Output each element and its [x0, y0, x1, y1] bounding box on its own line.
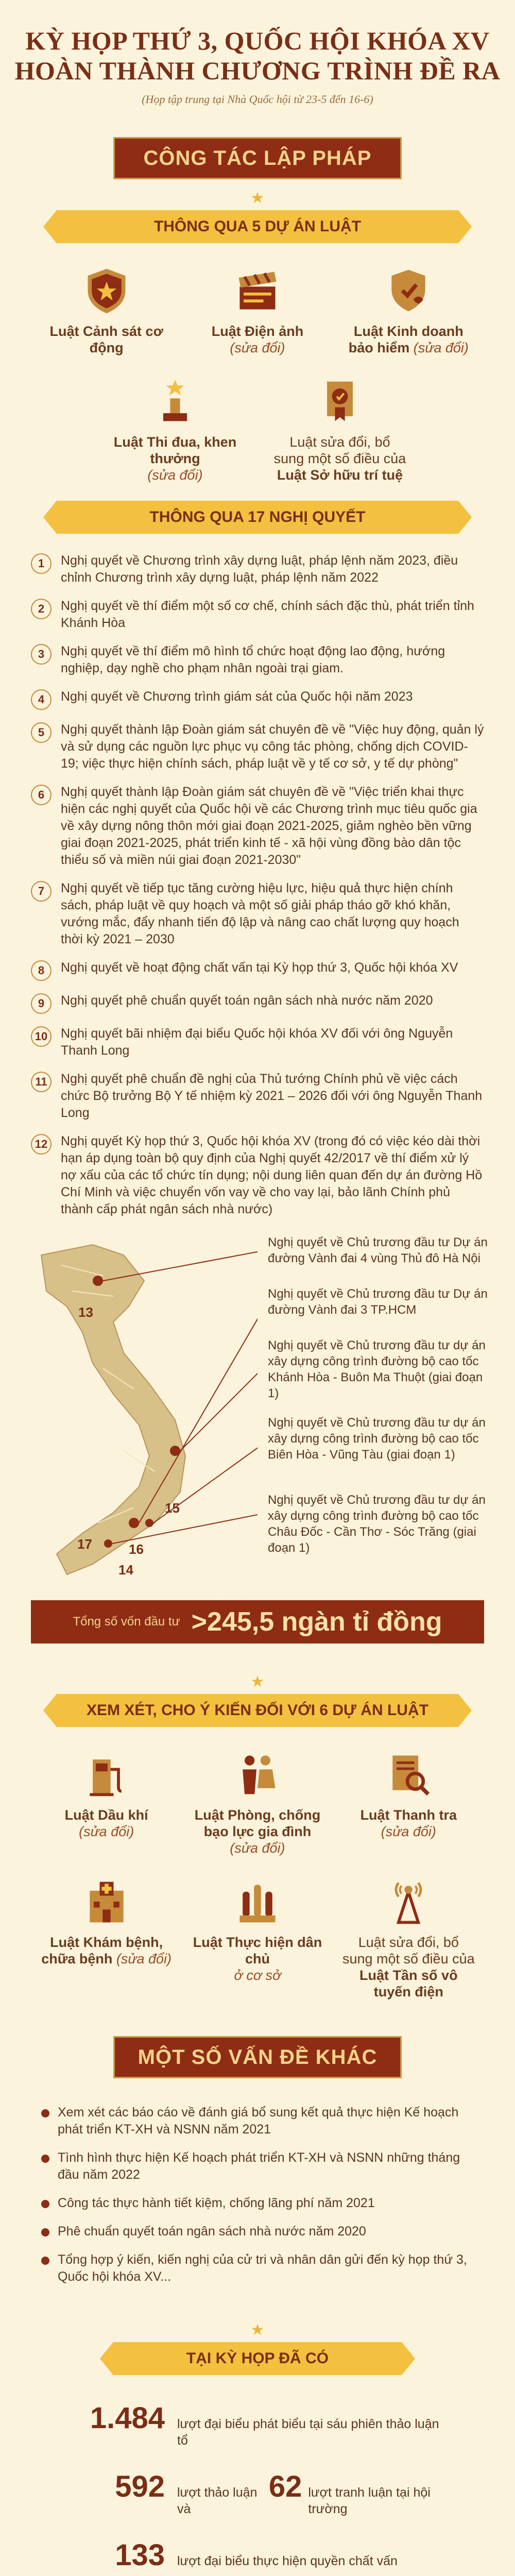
laws-row-1: [0, 266, 515, 356]
list-item: Tình hình thực hiện Kế hoạch phát triển KT-XH và NSNN những tháng đầu năm 2022: [41, 2149, 474, 2183]
radio-tower-icon: [384, 1877, 433, 1926]
law-label: Luật sửa đổi, bổ sung một số điều của Luật Tần số vô tuyến điện: [342, 1935, 475, 1999]
total-investment: [31, 1600, 484, 1643]
inspection-icon: [384, 1750, 433, 1799]
list-item: 5 Nghị quyết thành lập Đoàn giám sát chuyên đề về "Việc huy động, quản lý và sử dụng các nguồn lực phục vụ công tác phòng, chống dịch COVID-19; việc thực hiện chính sách, pháp luật về y tế cơ sở, y tế dự phòng": [31, 721, 484, 772]
law-label: Luật Cảnh sát cơ động: [49, 324, 163, 355]
project-item: Nghị quyết về Chủ trương đầu tư Dự án đường Vành đai 3 TP.HCM: [268, 1287, 488, 1317]
opinion-laws-row-2: [0, 1877, 515, 2000]
law-label: Luật Thi đua, khen thưởng (sửa đổi): [113, 434, 237, 483]
session-stats: [0, 2401, 515, 2576]
project-number: 13: [78, 1304, 93, 1320]
number-badge: 5: [31, 722, 52, 743]
list-item: 4 Nghị quyết về Chương trình giám sát của Quốc hội năm 2023: [31, 688, 484, 710]
law-item: [108, 377, 242, 483]
project-number: 14: [118, 1562, 133, 1578]
project-number: 17: [77, 1536, 92, 1552]
number-badge: 2: [31, 599, 52, 619]
law-label: Luật Điện ảnh (sửa đổi): [211, 324, 304, 355]
vietnam-map: [21, 1234, 258, 1595]
family-icon: [233, 1750, 282, 1799]
star-icon: ★: [250, 1673, 265, 1690]
total-label: Tổng số vốn đầu tư: [73, 1615, 180, 1629]
number-badge: 7: [31, 881, 52, 902]
oil-pump-icon: [82, 1750, 131, 1799]
other-issues-banner: MỘT SỐ VẤN ĐỀ KHÁC: [113, 2036, 402, 2078]
number-badge: 9: [31, 993, 52, 1014]
law-item: [341, 1877, 475, 2000]
stat-number: 592: [115, 2470, 165, 2503]
law-item: [191, 1750, 324, 1856]
law-label: Luật sửa đổi, bổ sung một số điều của Luật Sở hữu trí tuệ: [273, 434, 406, 483]
list-item: Xem xét các báo cáo về đánh giá bổ sung kết quả thực hiện Kế hoạch phát triển KT-XH và NSNN năm 2021: [41, 2104, 474, 2138]
law-item: [341, 1750, 475, 1856]
stat-text: lượt thảo luận và: [177, 2485, 258, 2516]
list-item: 2 Nghị quyết về thí điểm một số cơ chế, chính sách đặc thù, phát triển tỉnh Khánh Hòa: [31, 598, 484, 632]
law-label: Luật Kinh doanh bảo hiểm (sửa đổi): [348, 324, 469, 355]
law-item: [273, 377, 407, 483]
law-item: [40, 266, 174, 356]
list-item: 3 Nghị quyết về thí điểm mô hình tổ chức hoạt động lao động, hướng nghiệp, dạy nghề cho phạm nhân ngoài trại giam.: [31, 643, 484, 677]
stat-row: [62, 2469, 453, 2517]
stat-number: 133: [115, 2538, 165, 2572]
list-item: 11 Nghị quyết phê chuẩn đề nghị của Thủ tướng Chính phủ về việc cách chức Bộ trưởng Bộ Y tế nhiệm kỳ 2021 – 2026 đối với ông Nguyễn Thanh Long: [31, 1071, 484, 1122]
subtitle: (Họp tập trung tại Nhà Quốc hội từ 23-5 đến 16-6): [142, 93, 373, 106]
stat-text-2: lượt tranh luận tại hội trường: [308, 2485, 431, 2516]
raised-hands-icon: [233, 1877, 282, 1926]
intellectual-property-icon: [315, 377, 365, 426]
list-item: 9 Nghị quyết phê chuẩn quyết toán ngân sách nhà nước năm 2020: [31, 992, 484, 1014]
stat-row: [62, 2538, 453, 2572]
number-badge: 10: [31, 1026, 52, 1047]
law-label: Luật Thanh tra (sửa đổi): [360, 1807, 457, 1839]
list-item: 7 Nghị quyết về tiếp tục tăng cường hiệu lực, hiệu quả thực hiện chính sách, pháp luật về quy hoạch và một số giải pháp tháo gỡ khó khăn, vướng mắc, đẩy nhanh tiến độ lập và nâng cao chất lượng quy hoạch thời kỳ 2021 – 2030: [31, 880, 484, 948]
list-item: Phê chuẩn quyết toán ngân sách nhà nước năm 2020: [41, 2223, 474, 2240]
number-badge: 1: [31, 553, 52, 574]
stat-row: [62, 2401, 453, 2449]
project-number: 16: [129, 1541, 144, 1557]
header: [0, 0, 515, 106]
list-item: 6 Nghị quyết thành lập Đoàn giám sát chuyên đề về "Việc triển khai thực hiện các nghị quyết của Quốc hội về các Chương trình mục tiêu quốc gia về xây dựng nông thôn mới giai đoạn 2021-2025, giảm nghèo bền vững giai đoạn 2021-2025, phát triển kinh tế - xã hội vùng đồng bào dân tộc thiểu số và miền núi giai đoạn 2021-2030": [31, 784, 484, 869]
number-badge: 11: [31, 1072, 52, 1092]
legislative-banner: CÔNG TÁC LẬP PHÁP: [113, 137, 402, 179]
number-badge: 8: [31, 960, 52, 981]
award-trophy-icon: [150, 377, 200, 426]
list-item: 12 Nghị quyết Kỳ họp thứ 3, Quốc hội khóa XV (trong đó có việc kéo dài thời hạn áp dụng toàn bộ quy định của Nghị quyết 42/2017 về thí điểm xử lý nợ xấu của các tổ chức tín dụng; nội dung liên quan đến dự án đường Hồ Chí Minh và việc chuyển vốn vay về cho vay lại, bảo lãnh Chính phủ thành cấp phát ngân sách nhà nước): [31, 1133, 484, 1218]
project-number: 15: [165, 1500, 180, 1516]
law-item: [40, 1877, 174, 2000]
number-badge: 12: [31, 1134, 52, 1155]
list-item: 1 Nghị quyết về Chương trình xây dựng luật, pháp lệnh năm 2023, điều chỉnh Chương trình xây dựng luật, pháp lệnh năm 2022: [31, 552, 484, 586]
law-item: [341, 266, 475, 356]
resolutions-ribbon: THÔNG QUA 17 NGHỊ QUYẾT: [57, 501, 458, 534]
number-badge: 6: [31, 785, 52, 805]
opinions-ribbon: XEM XÉT, CHO Ý KIẾN ĐỐI VỚI 6 DỰ ÁN LUẬT: [57, 1694, 458, 1727]
star-icon: ★: [250, 190, 265, 207]
projects-map-section: [0, 1229, 515, 1600]
stat-number: 1.484: [90, 2401, 165, 2435]
law-item: [191, 266, 324, 356]
project-item: Nghị quyết về Chủ trương đầu tư dự án xây dựng công trình đường bộ cao tốc Biên Hòa - Vũng Tàu (giai đoạn 1): [268, 1416, 486, 1462]
list-item: 10 Nghị quyết bãi nhiệm đại biểu Quốc hội khóa XV đối với ông Nguyễn Thanh Long: [31, 1025, 484, 1059]
list-item: Công tác thực hành tiết kiệm, chống lãng phí năm 2021: [41, 2195, 474, 2212]
law-label: Luật Khám bệnh, chữa bệnh (sửa đổi): [41, 1935, 172, 1967]
law-item: [40, 1750, 174, 1856]
list-item: 8 Nghị quyết về hoạt động chất vấn tại Kỳ họp thứ 3, Quốc hội khóa XV: [31, 959, 484, 981]
law-label: Luật Thực hiện dân chủ ở cơ sở: [193, 1935, 322, 1983]
resolutions-list: [0, 552, 515, 1218]
law-label: Luật Dầu khí (sửa đổi): [64, 1807, 148, 1839]
laws-row-2: [0, 377, 515, 483]
number-badge: 4: [31, 689, 52, 710]
stat-number-2: 62: [268, 2470, 302, 2503]
project-item: Nghị quyết về Chủ trương đầu tư dự án xây dựng công trình đường bộ cao tốc Khánh Hòa - Buôn Ma Thuột (giai đoạn 1): [268, 1338, 486, 1400]
other-issues-list: [0, 2104, 515, 2285]
insurance-shield-icon: [384, 266, 433, 315]
laws-passed-ribbon: THÔNG QUA 5 DỰ ÁN LUẬT: [57, 210, 458, 243]
hospital-icon: [82, 1877, 131, 1926]
stat-text: lượt đại biểu thực hiện quyền chất vấn: [177, 2554, 398, 2568]
project-item: Nghị quyết về Chủ trương đầu tư dự án xây dựng công trình đường bộ cao tốc Châu Đốc - Cần Thơ - Sóc Trăng (giai đoạn 1): [268, 1493, 486, 1555]
law-label: Luật Phòng, chống bạo lực gia đình (sửa đổi): [194, 1807, 321, 1856]
title-line-2: HOÀN THÀNH CHƯƠNG TRÌNH ĐỀ RA: [14, 56, 501, 85]
project-item: Nghị quyết về Chủ trương đầu tư Dự án đường Vành đai 4 vùng Thủ đô Hà Nội: [268, 1235, 488, 1265]
star-icon: ★: [250, 2321, 265, 2338]
police-badge-icon: [82, 266, 131, 315]
law-item: [191, 1877, 324, 2000]
total-value: >245,5 ngàn tỉ đồng: [191, 1607, 442, 1637]
stat-text: lượt đại biểu phát biểu tại sáu phiên thảo luận tổ: [177, 2417, 439, 2448]
list-item: Tổng hợp ý kiến, kiến nghị của cử tri và nhân dân gửi đến kỳ họp thứ 3, Quốc hội khóa XV...: [41, 2251, 474, 2285]
opinion-laws-row-1: [0, 1750, 515, 1856]
title-line-1: KỲ HỌP THỨ 3, QUỐC HỘI KHÓA XV: [25, 26, 490, 55]
film-clapper-icon: [233, 266, 282, 315]
number-badge: 3: [31, 644, 52, 665]
session-ribbon: TẠI KỲ HỌP ĐÃ CÓ: [113, 2342, 402, 2375]
